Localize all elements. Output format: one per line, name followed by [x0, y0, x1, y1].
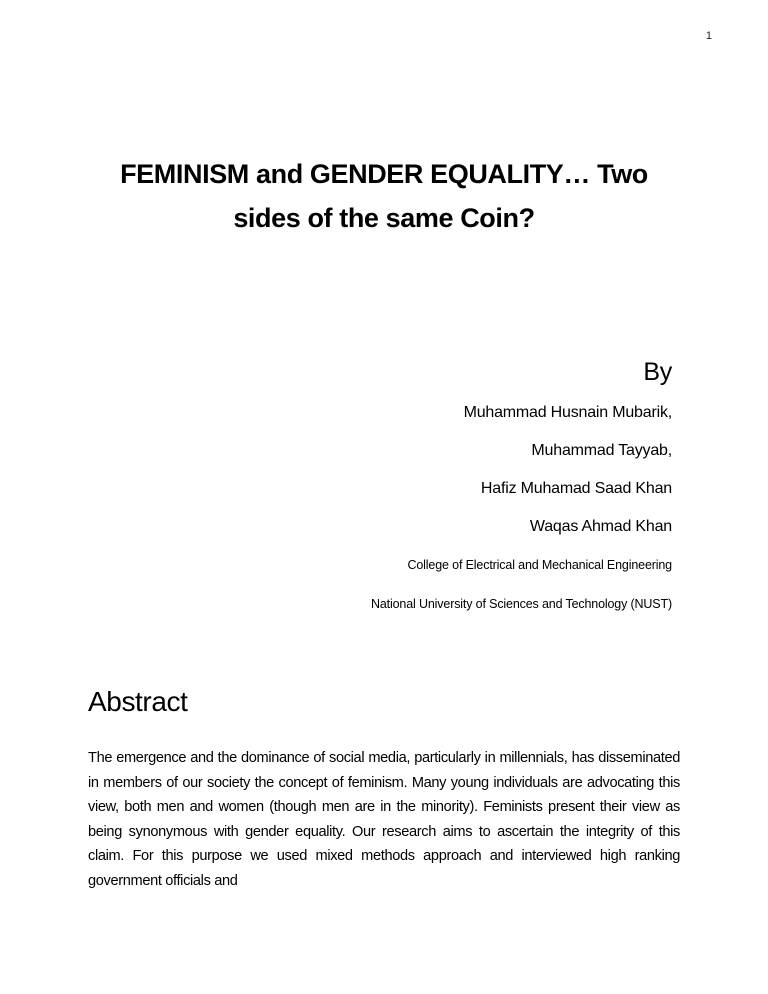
affiliation-university: National University of Sciences and Technology (NUST) — [371, 597, 672, 611]
author-name: Hafiz Muhamad Saad Khan — [480, 480, 672, 497]
author-name: Waqas Ahmad Khan — [529, 518, 672, 535]
title-line-2: sides of the same Coin? — [233, 203, 535, 233]
affiliation-college: College of Electrical and Mechanical Engineering — [407, 558, 672, 572]
abstract-heading: Abstract — [88, 686, 188, 717]
page-number: 1 — [705, 30, 712, 42]
byline-block — [371, 356, 672, 624]
author-name: Muhammad Tayyab, — [531, 442, 672, 459]
author-name: Muhammad Husnain Mubarik, — [463, 404, 672, 421]
abstract-body: The emergence and the dominance of social media, particularly in millennials, has disseminated in members of our society the concept of feminism. Many young individuals are advocating this view, both men and women (though men are in the minority). Feminists present their view as being synonymous with gender equality. Our research aims to ascertain the integrity of this claim. For this purpose we used mixed methods approach and interviewed high ranking government officials and — [88, 750, 680, 889]
by-label: By — [643, 358, 672, 386]
title-line-1: FEMINISM and GENDER EQUALITY… Two — [120, 159, 648, 189]
paper-title — [60, 152, 708, 240]
